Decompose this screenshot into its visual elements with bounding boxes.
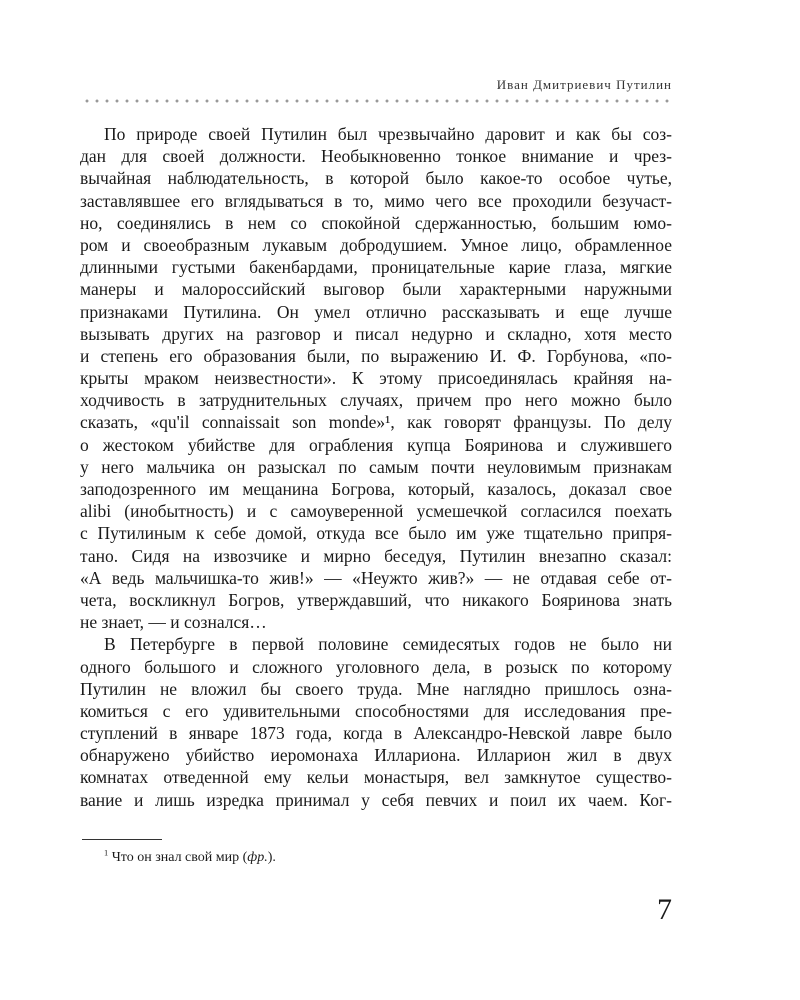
text-line: но, соединялись в нем со спокойной сдержанностью, большим юмо- (80, 212, 672, 233)
text-line: обнаружено убийство иеромонаха Иллариона. Илларион жил в двух (80, 745, 672, 766)
text-line: одного большого и сложного уголовного дела, в розыск по которому (80, 656, 672, 677)
header-dotted-rule (82, 99, 672, 103)
text-line: В Петербурге в первой половине семидесятых годов не было ни (104, 634, 672, 655)
text-line: не знает, — и сознался… (80, 612, 267, 633)
text-line: вычайная наблюдательность, в которой было какое-то особое чутье, (80, 168, 672, 189)
text-line: alibi (инобытность) и с самоуверенной усмешечкой согласился поехать (80, 501, 672, 522)
text-line: По природе своей Путилин был чрезвычайно даровит и как бы соз- (104, 124, 672, 144)
text-line: с Путилиным к себе домой, откуда все было им уже тщательно припря- (80, 523, 672, 544)
text-line: комиться с его удивительными способностями для исследования пре- (80, 700, 672, 721)
footnote-text-end: ). (267, 850, 276, 865)
footnote-text: Что он знал свой мир ( (111, 850, 248, 865)
text-line: ром и своеобразным лукавым добродушием. Умное лицо, обрамленное (80, 234, 672, 255)
text-line: сказать, «qu'il connaissait son monde»¹, как говорят французы. По делу (80, 412, 672, 433)
text-line: у него мальчика он разыскал по самым почти неуловимым признакам (80, 456, 672, 477)
page-number: 7 (657, 893, 672, 926)
text-line: комнатах отведенной ему кельи монастыря, вел замкнутое существо- (80, 767, 672, 788)
text-line: дан для своей должности. Необыкновенно тонкое внимание и чрез- (80, 146, 672, 167)
text-line: и степень его образования были, по выражению И. Ф. Горбунова, «по- (80, 345, 672, 366)
footnote (104, 850, 276, 866)
text-line: длинными густыми бакенбардами, проницательные карие глаза, мягкие (80, 257, 672, 278)
text-line: о жестоком убийстве для ограбления купца Бояринова и служившего (80, 434, 672, 455)
text-line: крыты мраком неизвестности». К этому присоединялась крайняя на- (80, 368, 672, 389)
body-text (80, 123, 672, 811)
text-line: Путилин не вложил бы своего труда. Мне наглядно пришлось озна- (80, 678, 672, 699)
footnote-rule (82, 839, 162, 840)
text-line: ступлений в январе 1873 года, когда в Александро-Невской лавре было (80, 723, 672, 744)
text-line: вызывать других на разговор и писал недурно и складно, хотя место (80, 323, 672, 344)
text-line: манеры и малороссийский выговор были характерными наружными (80, 279, 672, 300)
text-line: заподозренного им мещанина Богрова, который, казалось, доказал свое (80, 479, 672, 499)
text-line: ходчивость в затруднительных случаях, причем про него можно было (80, 390, 672, 411)
text-line: вание и лишь изредка принимал у себя певчих и поил их чаем. Ког- (80, 789, 672, 810)
footnote-abbrev: фр. (247, 850, 268, 865)
footnote-marker: 1 (104, 848, 109, 858)
text-line: заставлявшее его вглядываться в то, мимо чего все проходили безучаст- (80, 190, 672, 211)
text-line: признаками Путилина. Он умел отлично рассказывать и еще лучше (80, 301, 672, 322)
running-head: Иван Дмитриевич Путилин (496, 77, 672, 92)
text-line: чета, воскликнул Богров, утверждавший, что никакого Бояринова знать (80, 589, 672, 610)
text-line: тано. Сидя на извозчике и мирно беседуя, Путилин внезапно сказал: (80, 545, 672, 566)
text-line: «А ведь мальчишка-то жив!» — «Неужто жив?» — не отдавая себе от- (80, 567, 672, 588)
